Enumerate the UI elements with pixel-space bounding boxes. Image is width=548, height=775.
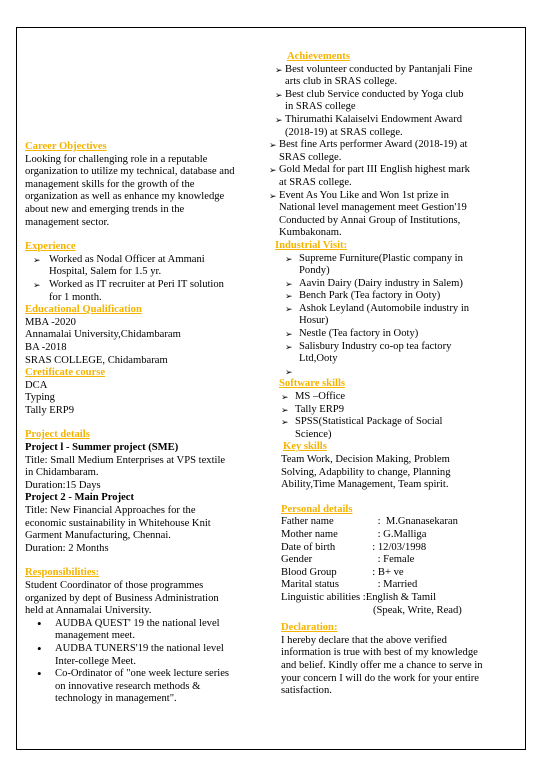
- left-column: [25, 141, 265, 706]
- personal-row: Father name : M.Gnanasekaran: [281, 516, 458, 528]
- project-line: Duration: 2 Months: [25, 542, 109, 554]
- experience-item: ➢ Worked as IT recruiter at Peri IT solution for 1 month.: [25, 279, 265, 304]
- software-skills-section: [275, 378, 515, 441]
- declaration-heading: Declaration:: [281, 622, 338, 634]
- software-item: ➢ Tally ERP9: [277, 404, 515, 417]
- career-line: organization as well as enhance my knowledge: [25, 191, 225, 203]
- career-line: management skills for the growth of the: [25, 178, 195, 190]
- personal-row: Marital status : Married: [281, 579, 418, 591]
- certificate-heading: Cretificate course: [25, 367, 106, 379]
- achievements-section: [275, 51, 515, 240]
- project-1-title: Project l - Summer project (SME): [25, 442, 179, 454]
- certificate-line: DCA: [25, 379, 48, 391]
- achievement-item: ➢ Event As You Like and Won 1st prize in National level management meet Gestion'19 Conducted by Annai Group of Institutions, Kumbakonam.: [269, 190, 515, 240]
- education-heading: Educational Qualification: [25, 304, 142, 316]
- linguistic-abilities: Linguistic abilities :English & Tamil: [281, 591, 437, 603]
- linguistic-abilities-cont: (Speak, Write, Read): [373, 604, 462, 616]
- key-skills-heading: Key skills: [283, 441, 327, 453]
- personal-details-section: [275, 504, 515, 617]
- key-skills-line: Team Work, Decision Making, Problem: [281, 454, 450, 465]
- responsibilities-heading: Responsibilities:: [25, 567, 100, 579]
- software-item: ➢ SPSS(Statistical Package of Social Science): [277, 416, 515, 441]
- industrial-item: ➢ Nestle (Tea factory in Ooty): [281, 328, 515, 341]
- career-line: Looking for challenging role in a reputable: [25, 153, 208, 165]
- project-line: in Chidambaram.: [25, 467, 99, 479]
- achievement-item: ➢ Gold Medal for part III English highest mark at SRAS college.: [269, 164, 515, 189]
- project-2-title: Project 2 - Main Project: [25, 492, 135, 504]
- responsibilities-line: held at Annamalai University.: [25, 605, 152, 617]
- declaration-line: satisfaction.: [281, 685, 332, 697]
- industrial-item: ➢ Aavin Dairy (Dairy industry in Salem): [281, 278, 515, 291]
- industrial-item: ➢ Bench Park (Tea factory in Ooty): [281, 290, 515, 303]
- experience-item: ➢ Worked as Nodal Officer at Ammani Hospital, Salem for 1.5 yr.: [25, 254, 265, 279]
- responsibility-item: • Co-Ordinator of "one week lecture series on innovative research methods & technology in management".: [25, 668, 265, 706]
- personal-row: Mother name : G.Malliga: [281, 528, 427, 540]
- project-line: Garment Manufacturing, Chennai.: [25, 530, 171, 542]
- industrial-item: ➢ Supreme Furniture(Plastic company in Pondy): [281, 253, 515, 278]
- education-line: BA -2018: [25, 341, 67, 353]
- achievement-item: ➢ Best fine Arts performer Award (2018-19) at SRAS college.: [269, 139, 515, 164]
- personal-details-heading: Personal details: [281, 503, 353, 515]
- personal-row: Date of birth : 12/03/1998: [281, 541, 427, 553]
- responsibilities-section: [25, 567, 265, 706]
- responsibilities-line: organized by dept of Business Administration: [25, 592, 219, 604]
- project-line: economic sustainability in Whitehouse Knit: [25, 517, 211, 529]
- certificate-line: Tally ERP9: [25, 404, 74, 416]
- responsibility-item: • AUDBA QUEST' 19 the national level management meet.: [25, 618, 265, 643]
- responsibility-item: • AUDBA TUNERS'19 the national level Inter-college Meet.: [25, 643, 265, 668]
- education-line: SRAS COLLEGE, Chidambaram: [25, 354, 168, 366]
- achievement-item: ➢ Thirumathi Kalaiselvi Endowment Award (2018-19) at SRAS college.: [275, 114, 515, 139]
- declaration-line: your concern I will do the work for your entire: [281, 672, 479, 684]
- project-details-section: [25, 429, 265, 555]
- industrial-visit-heading: Industrial Visit:: [275, 239, 348, 251]
- certificate-line: Typing: [25, 392, 55, 404]
- software-item: ➢ MS –Office: [277, 391, 515, 404]
- software-skills-heading: Software skills: [279, 378, 346, 390]
- achievement-item: ➢ Best volunteer conducted by Pantanjali Fine arts club in SRAS college.: [275, 64, 515, 89]
- industrial-item-empty: [281, 366, 515, 379]
- career-line: about new and emerging trends in the: [25, 203, 185, 215]
- experience-heading: Experience: [25, 241, 76, 253]
- industrial-visit-section: [275, 240, 515, 379]
- personal-row: Blood Group : B+ ve: [281, 566, 404, 578]
- experience-section: [25, 241, 265, 304]
- achievements-heading: Achievements: [287, 51, 350, 62]
- project-line: Title: Small Medium Enterprises at VPS textile: [25, 454, 226, 466]
- achievement-item: ➢ Best club Service conducted by Yoga club in SRAS college: [275, 89, 515, 114]
- education-line: Annamalai University,Chidambaram: [25, 329, 181, 341]
- education-line: MBA -2020: [25, 316, 76, 328]
- industrial-item: ➢ Ashok Leyland (Automobile industry in Hosur): [281, 303, 515, 328]
- education-section: [25, 304, 265, 367]
- right-column: [275, 51, 515, 698]
- project-details-heading: Project details: [25, 429, 90, 441]
- declaration-line: I hereby declare that the above verified: [281, 634, 447, 646]
- industrial-item: ➢ Salisbury Industry co-op tea factory Ltd,Ooty: [281, 341, 515, 366]
- career-line: management sector.: [25, 216, 110, 228]
- responsibilities-line: Student Coordinator of those programmes: [25, 580, 204, 591]
- personal-row: Gender : Female: [281, 554, 415, 566]
- career-objectives-heading: Career Objectives: [25, 141, 107, 152]
- career-line: organization to utilize my technical, database and: [25, 166, 235, 178]
- key-skills-line: Solving, Adapbility to change, Planning: [281, 466, 451, 478]
- key-skills-section: [275, 441, 515, 491]
- certificate-section: [25, 367, 265, 417]
- project-line: Duration:15 Days: [25, 479, 101, 491]
- project-line: Title: New Financial Approaches for the: [25, 505, 196, 517]
- key-skills-line: Ability,Time Management, Team spirit.: [281, 479, 449, 491]
- declaration-section: [275, 622, 515, 698]
- declaration-line: information is true with best of my knowledge: [281, 647, 478, 659]
- career-objectives-section: [25, 141, 265, 229]
- declaration-line: and belief. Kindly offer me a chance to serve in: [281, 659, 483, 671]
